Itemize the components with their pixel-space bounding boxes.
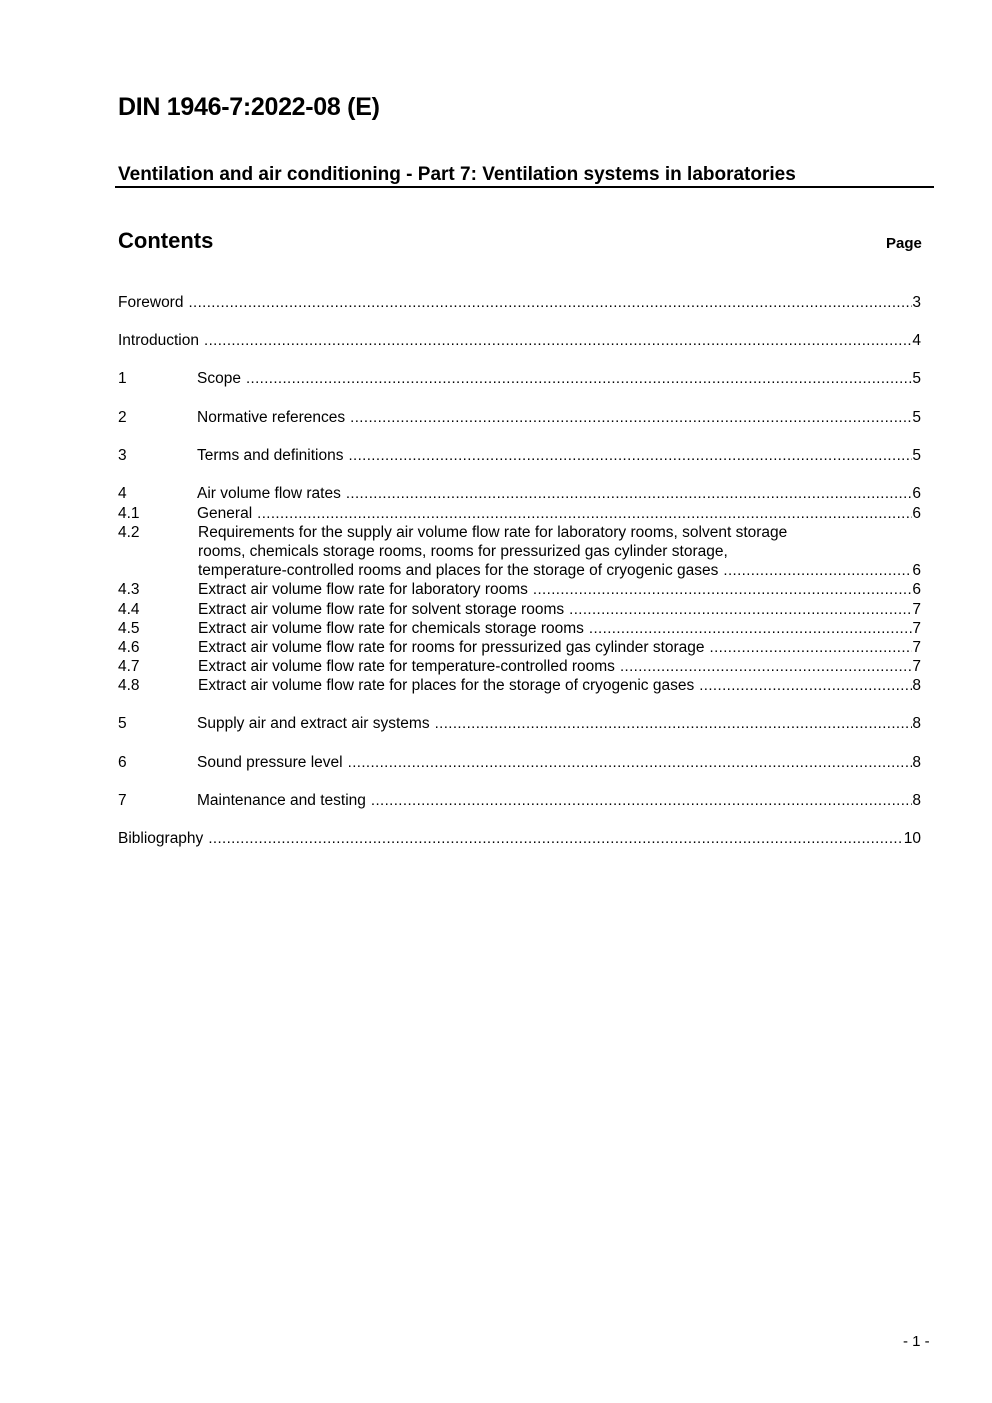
toc-label: Extract air volume flow rate for laboratory rooms — [198, 581, 528, 598]
toc-page: 3 — [912, 294, 921, 311]
toc-page: 8 — [912, 792, 921, 809]
toc-label-line: Requirements for the supply air volume flow rate for laboratory rooms, solvent storage — [198, 524, 788, 541]
toc-page: 10 — [903, 830, 921, 847]
toc-page: 5 — [912, 447, 921, 464]
toc-number: 4.3 — [118, 581, 140, 598]
toc-page: 6 — [912, 562, 921, 579]
toc-leader — [348, 446, 912, 465]
toc-leader — [346, 484, 913, 503]
toc-leader — [188, 293, 912, 312]
toc-leader — [204, 331, 912, 350]
toc-label: Air volume flow rates — [197, 485, 341, 502]
toc-label: Normative references — [197, 409, 346, 426]
toc-leader — [620, 657, 912, 676]
toc-number: 4 — [118, 485, 127, 502]
toc-leader — [533, 580, 912, 599]
toc-number: 4.8 — [118, 677, 140, 694]
toc-leader — [589, 619, 912, 638]
toc-label: Supply air and extract air systems — [197, 715, 430, 732]
toc-label: Scope — [197, 370, 241, 387]
toc-label: Sound pressure level — [197, 754, 343, 771]
toc-number: 4.1 — [118, 505, 140, 522]
toc-label: Foreword — [118, 294, 184, 311]
toc-label: Extract air volume flow rate for places for the storage of cryogenic gases — [198, 677, 695, 694]
toc-number: 3 — [118, 447, 127, 464]
toc-leader — [435, 714, 913, 733]
title-divider — [115, 186, 934, 188]
toc-leader — [723, 561, 912, 580]
toc-label-line: temperature-controlled rooms and places for the storage of cryogenic gases — [198, 562, 719, 579]
toc-page: 8 — [912, 715, 921, 732]
toc-leader — [569, 600, 912, 619]
toc-label: Extract air volume flow rate for rooms for pressurized gas cylinder storage — [198, 639, 705, 656]
toc-number: 4.7 — [118, 658, 140, 675]
toc-label: Extract air volume flow rate for solvent storage rooms — [198, 601, 565, 618]
toc-number: 4.2 — [118, 524, 140, 541]
toc-number: 2 — [118, 409, 127, 426]
toc-leader — [208, 829, 903, 848]
document-id: DIN 1946-7:2022-08 (E) — [118, 93, 380, 121]
page-number-footer: - 1 - — [903, 1333, 930, 1350]
toc-label: Terms and definitions — [197, 447, 344, 464]
toc-leader — [350, 408, 912, 427]
toc-label: Introduction — [118, 332, 199, 349]
toc-number: 4.5 — [118, 620, 140, 637]
page-column-heading: Page — [886, 235, 922, 252]
toc-page: 7 — [912, 601, 921, 618]
toc-number: 7 — [118, 792, 127, 809]
toc-label-line: rooms, chemicals storage rooms, rooms for pressurized gas cylinder storage, — [198, 543, 728, 560]
toc-page: 8 — [912, 677, 921, 694]
contents-heading: Contents — [118, 228, 214, 253]
toc-leader — [710, 638, 913, 657]
toc-number: 1 — [118, 370, 127, 387]
toc-label: Extract air volume flow rate for temperature-controlled rooms — [198, 658, 615, 675]
toc-number: 5 — [118, 715, 127, 732]
toc-leader — [348, 753, 913, 772]
toc-number: 6 — [118, 754, 127, 771]
toc-page: 6 — [912, 485, 921, 502]
toc-page: 7 — [912, 639, 921, 656]
toc-label: General — [197, 505, 253, 522]
toc-page: 5 — [912, 370, 921, 387]
toc-leader — [257, 504, 912, 523]
toc-page: 6 — [912, 505, 921, 522]
toc-page: 5 — [912, 409, 921, 426]
toc-page: 7 — [912, 658, 921, 675]
toc-page: 6 — [912, 581, 921, 598]
document-title: Ventilation and air conditioning - Part 7: Ventilation systems in laboratories — [118, 164, 796, 185]
toc-label: Maintenance and testing — [197, 792, 366, 809]
toc-label: Extract air volume flow rate for chemicals storage rooms — [198, 620, 584, 637]
toc-leader — [246, 369, 912, 388]
toc-number: 4.4 — [118, 601, 140, 618]
toc-page: 8 — [912, 754, 921, 771]
toc-number: 4.6 — [118, 639, 140, 656]
toc-label: Bibliography — [118, 830, 204, 847]
toc-page: 4 — [912, 332, 921, 349]
toc-page: 7 — [912, 620, 921, 637]
toc-entry-4-2[interactable] — [118, 523, 921, 581]
toc-leader — [371, 791, 912, 810]
toc-leader — [699, 676, 912, 695]
